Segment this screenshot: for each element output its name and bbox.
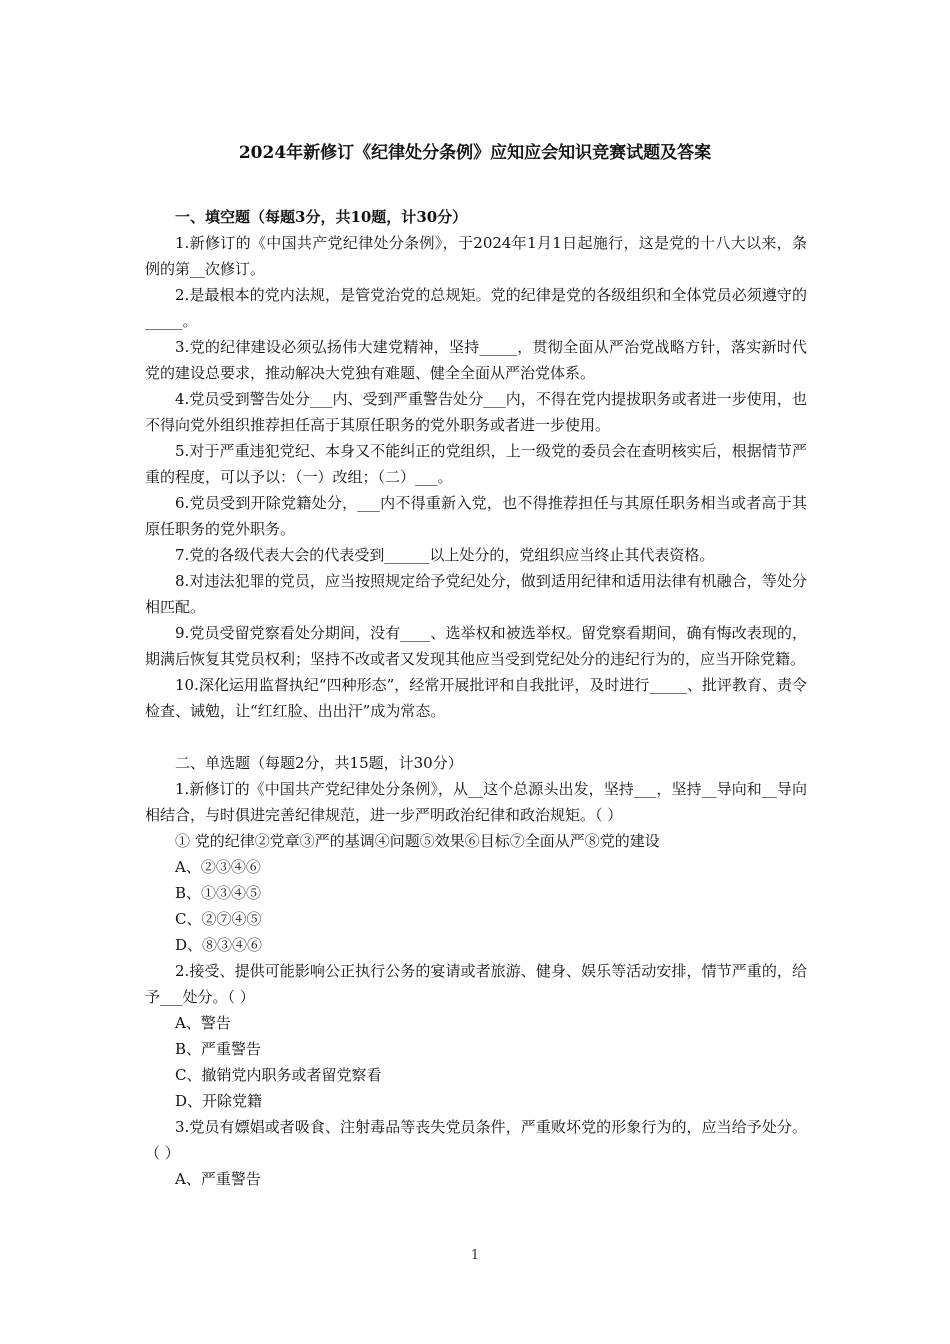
answer-option: D、开除党籍 <box>175 1092 263 1110</box>
page-title: 2024年新修订《纪律处分条例》应知应会知识竞赛试题及答案 <box>238 143 712 163</box>
question-item: 2.接受、提供可能影响公正执行公务的宴请或者旅游、健身、娱乐等活动安排，情节严重的，给予___处分。（ ） <box>145 962 807 1006</box>
option-key-line: ① 党的纪律②党章③严的基调④问题⑤效果⑥目标⑦全面从严⑧党的建设 <box>175 832 660 850</box>
answer-option: B、严重警告 <box>175 1040 262 1058</box>
page-number: 1 <box>470 1248 480 1263</box>
answer-option: D、⑧③④⑥ <box>175 936 263 954</box>
answer-option: B、①③④⑤ <box>175 884 262 902</box>
section-spacer <box>145 724 807 750</box>
document-body <box>145 204 807 1192</box>
question-item: 7.党的各级代表大会的代表受到______以上处分的，党组织应当终止其代表资格。 <box>175 546 715 564</box>
section-heading-fill-in: 一、填空题（每题3分，共10题，计30分） <box>175 208 468 226</box>
answer-option: C、撤销党内职务或者留党察看 <box>175 1066 382 1084</box>
question-item: 4.党员受到警告处分___内、受到严重警告处分___内，不得在党内提拔职务或者进一步使用，也不得向党外组织推荐担任高于其原任职务的党外职务或者进一步使用。 <box>145 390 807 434</box>
question-item: 9.党员受留党察看处分期间，没有____、选举权和被选举权。留党察看期间，确有悔改表现的，期满后恢复其党员权利；坚持不改或者又发现其他应当受到党纪处分的违纪行为的，应当开除党籍。 <box>145 624 807 668</box>
question-item: 3.党员有嫖娼或者吸食、注射毒品等丧失党员条件，严重败坏党的形象行为的，应当给予处分。（ ） <box>145 1118 807 1162</box>
question-item: 1.新修订的《中国共产党纪律处分条例》，于2024年1月1日起施行，这是党的十八大以来，条例的第__次修订。 <box>145 234 807 278</box>
answer-option: A、②③④⑥ <box>175 858 261 876</box>
question-item: 8.对违法犯罪的党员，应当按照规定给予党纪处分，做到适用纪律和适用法律有机融合，等处分相匹配。 <box>145 572 807 616</box>
answer-option: A、严重警告 <box>175 1170 261 1188</box>
section-heading-single-choice: 二、单选题（每题2分，共15题，计30分） <box>175 754 463 772</box>
question-item: 2.是最根本的党内法规，是管党治党的总规矩。党的纪律是党的各级组织和全体党员必须遵守的_____。 <box>145 286 807 330</box>
answer-option: C、②⑦④⑤ <box>175 910 262 928</box>
question-item: 6.党员受到开除党籍处分，___内不得重新入党，也不得推荐担任与其原任职务相当或者高于其原任职务的党外职务。 <box>145 494 807 538</box>
answer-option: A、警告 <box>175 1014 231 1032</box>
question-item: 5.对于严重违犯党纪、本身又不能纠正的党组织，上一级党的委员会在查明核实后，根据情节严重的程度，可以予以：（一）改组；（二）___。 <box>145 442 807 486</box>
question-item: 3.党的纪律建设必须弘扬伟大建党精神，坚持_____，贯彻全面从严治党战略方针，落实新时代党的建设总要求，推动解决大党独有难题、健全全面从严治党体系。 <box>145 338 807 382</box>
question-item: 10.深化运用监督执纪“四种形态”，经常开展批评和自我批评，及时进行_____、批评教育、责令检查、诫勉，让“红红脸、出出汗”成为常态。 <box>145 676 807 720</box>
question-item: 1.新修订的《中国共产党纪律处分条例》，从__这个总源头出发，坚持___，坚持__导向和__导向相结合，与时俱进完善纪律规范，进一步严明政治纪律和政治规矩。（ ） <box>145 780 807 824</box>
